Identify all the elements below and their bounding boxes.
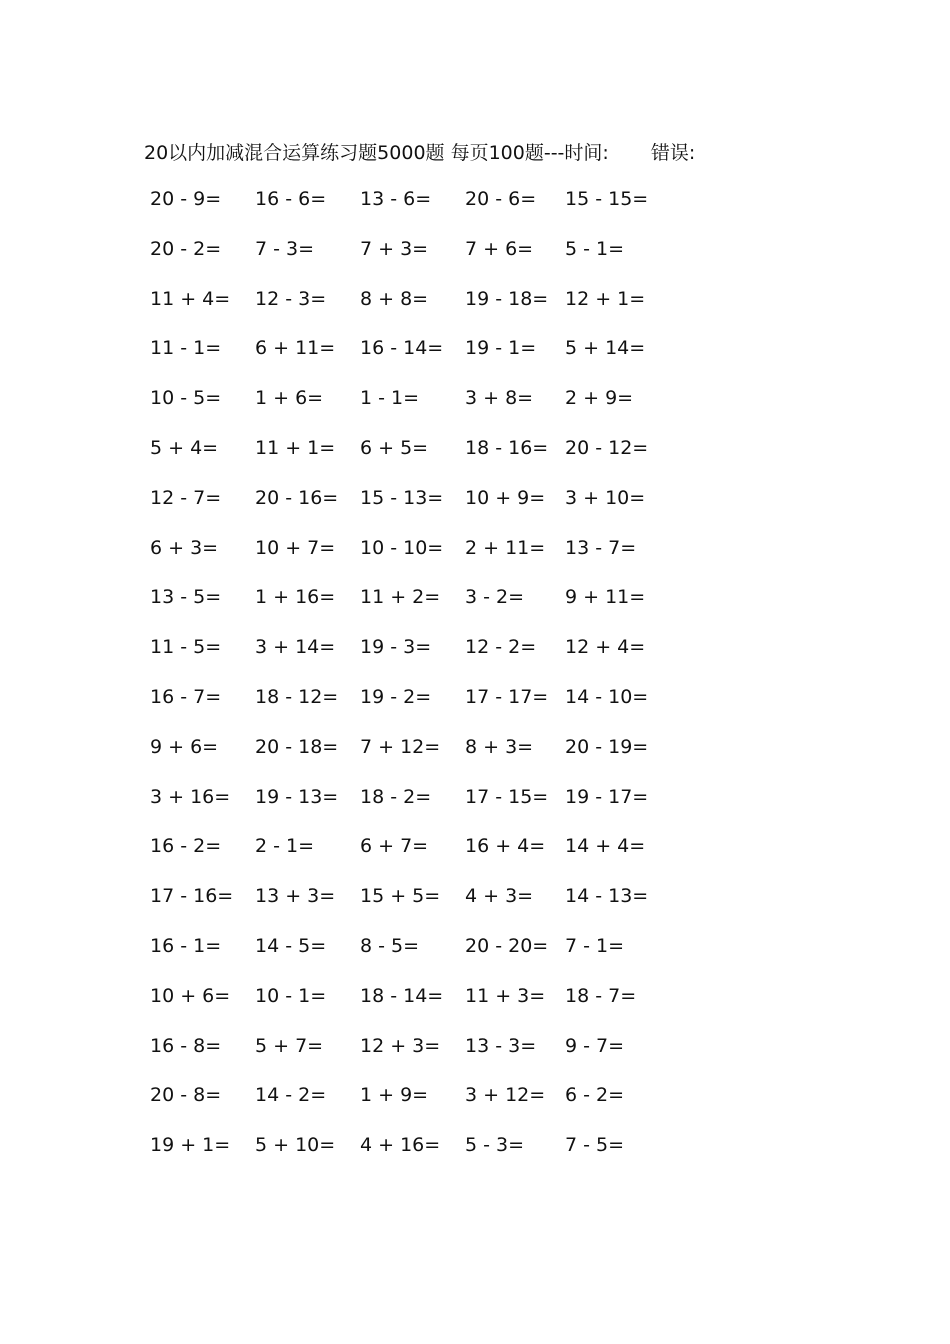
problem-item: 4 + 16= (360, 1134, 441, 1157)
problem-item: 11 + 1= (255, 436, 336, 459)
problem-item: 17 - 15= (465, 785, 549, 808)
problem-item: 13 - 7= (565, 536, 637, 559)
problem-item: 20 - 12= (565, 436, 649, 459)
problem-item: 20 - 8= (150, 1084, 222, 1107)
problem-item: 18 - 14= (360, 984, 444, 1007)
problem-item: 12 + 3= (360, 1034, 441, 1057)
problem-item: 5 - 3= (465, 1134, 525, 1157)
problem-item: 12 - 7= (150, 486, 222, 509)
problem-item: 11 + 4= (150, 287, 231, 310)
problem-item: 18 - 2= (360, 785, 432, 808)
problem-item: 2 - 1= (255, 835, 315, 858)
worksheet-header (144, 138, 695, 165)
problem-item: 9 + 11= (565, 586, 646, 609)
problem-item: 11 + 2= (360, 586, 441, 609)
problem-item: 14 - 10= (565, 685, 649, 708)
problem-item: 20 - 16= (255, 486, 339, 509)
problem-item: 9 - 7= (565, 1034, 625, 1057)
problem-item: 20 - 19= (565, 735, 649, 758)
problem-item: 15 - 15= (565, 188, 649, 210)
problem-item: 16 + 4= (465, 835, 546, 858)
problem-item: 7 + 6= (465, 237, 534, 260)
problem-item: 19 - 18= (465, 287, 549, 310)
problem-item: 3 + 8= (465, 387, 534, 410)
problem-item: 3 + 16= (150, 785, 231, 808)
problem-item: 19 + 1= (150, 1134, 231, 1157)
problem-item: 11 + 3= (465, 984, 546, 1007)
problem-item: 16 - 14= (360, 337, 444, 360)
problem-item: 14 - 13= (565, 885, 649, 908)
problem-item: 10 - 5= (150, 387, 222, 410)
problem-item: 19 - 3= (360, 636, 432, 659)
problem-item: 20 - 20= (465, 934, 549, 957)
problem-item: 13 - 6= (360, 188, 432, 210)
problem-item: 8 + 3= (465, 735, 534, 758)
problem-item: 7 - 3= (255, 237, 315, 260)
problem-item: 3 + 10= (565, 486, 646, 509)
problem-item: 20 - 9= (150, 188, 222, 210)
worksheet-title: 20以内加减混合运算练习题5000题 每页100题---时间: (144, 142, 609, 164)
problem-item: 12 - 2= (465, 636, 537, 659)
problem-item: 8 - 5= (360, 934, 420, 957)
problem-item: 17 - 16= (150, 885, 234, 908)
problem-item: 10 + 7= (255, 536, 336, 559)
problem-item: 9 + 6= (150, 735, 219, 758)
problem-item: 16 - 7= (150, 685, 222, 708)
problem-item: 10 + 9= (465, 486, 546, 509)
problem-item: 7 - 5= (565, 1134, 625, 1157)
problem-item: 5 + 7= (255, 1034, 324, 1057)
problem-item: 10 - 10= (360, 536, 444, 559)
problem-item: 15 + 5= (360, 885, 441, 908)
problem-item: 7 - 1= (565, 934, 625, 957)
problem-item: 5 - 1= (565, 237, 625, 260)
problem-item: 10 - 1= (255, 984, 327, 1007)
problem-item: 16 - 2= (150, 835, 222, 858)
problem-item: 20 - 2= (150, 237, 222, 260)
problem-item: 6 + 5= (360, 436, 429, 459)
problem-item: 16 - 6= (255, 188, 327, 210)
problem-item: 19 - 2= (360, 685, 432, 708)
problem-item: 11 - 1= (150, 337, 222, 360)
problem-item: 1 + 6= (255, 387, 324, 410)
problem-item: 16 - 8= (150, 1034, 222, 1057)
problem-item: 13 - 5= (150, 586, 222, 609)
problem-item: 19 - 1= (465, 337, 537, 360)
problem-item: 20 - 18= (255, 735, 339, 758)
problem-item: 4 + 3= (465, 885, 534, 908)
problem-item: 16 - 1= (150, 934, 222, 957)
problem-item: 17 - 17= (465, 685, 549, 708)
problem-item: 19 - 13= (255, 785, 339, 808)
problem-item: 14 - 2= (255, 1084, 327, 1107)
problem-item: 13 + 3= (255, 885, 336, 908)
problem-item: 2 + 11= (465, 536, 546, 559)
problem-item: 19 - 17= (565, 785, 649, 808)
problem-item: 14 - 5= (255, 934, 327, 957)
problem-item: 5 + 10= (255, 1134, 336, 1157)
problem-item: 8 + 8= (360, 287, 429, 310)
problem-item: 6 + 7= (360, 835, 429, 858)
errors-label: 错误: (650, 142, 696, 164)
problem-item: 11 - 5= (150, 636, 222, 659)
problem-item: 5 + 14= (565, 337, 646, 360)
problem-item: 12 + 1= (565, 287, 646, 310)
problem-item: 5 + 4= (150, 436, 219, 459)
problem-item: 20 - 6= (465, 188, 537, 210)
problem-item: 18 - 7= (565, 984, 637, 1007)
problem-item: 2 + 9= (565, 387, 634, 410)
problem-item: 3 - 2= (465, 586, 525, 609)
problem-item: 18 - 12= (255, 685, 339, 708)
problem-item: 1 + 9= (360, 1084, 429, 1107)
problem-item: 6 - 2= (565, 1084, 625, 1107)
problem-item: 14 + 4= (565, 835, 646, 858)
problem-item: 18 - 16= (465, 436, 549, 459)
problem-item: 15 - 13= (360, 486, 444, 509)
problem-item: 13 - 3= (465, 1034, 537, 1057)
problem-item: 12 + 4= (565, 636, 646, 659)
problem-item: 10 + 6= (150, 984, 231, 1007)
problem-item: 6 + 11= (255, 337, 336, 360)
problem-item: 6 + 3= (150, 536, 219, 559)
problem-item: 7 + 3= (360, 237, 429, 260)
problem-item: 3 + 12= (465, 1084, 546, 1107)
problem-item: 7 + 12= (360, 735, 441, 758)
problem-item: 3 + 14= (255, 636, 336, 659)
problem-item: 12 - 3= (255, 287, 327, 310)
problem-item: 1 + 16= (255, 586, 336, 609)
problem-item: 1 - 1= (360, 387, 420, 410)
